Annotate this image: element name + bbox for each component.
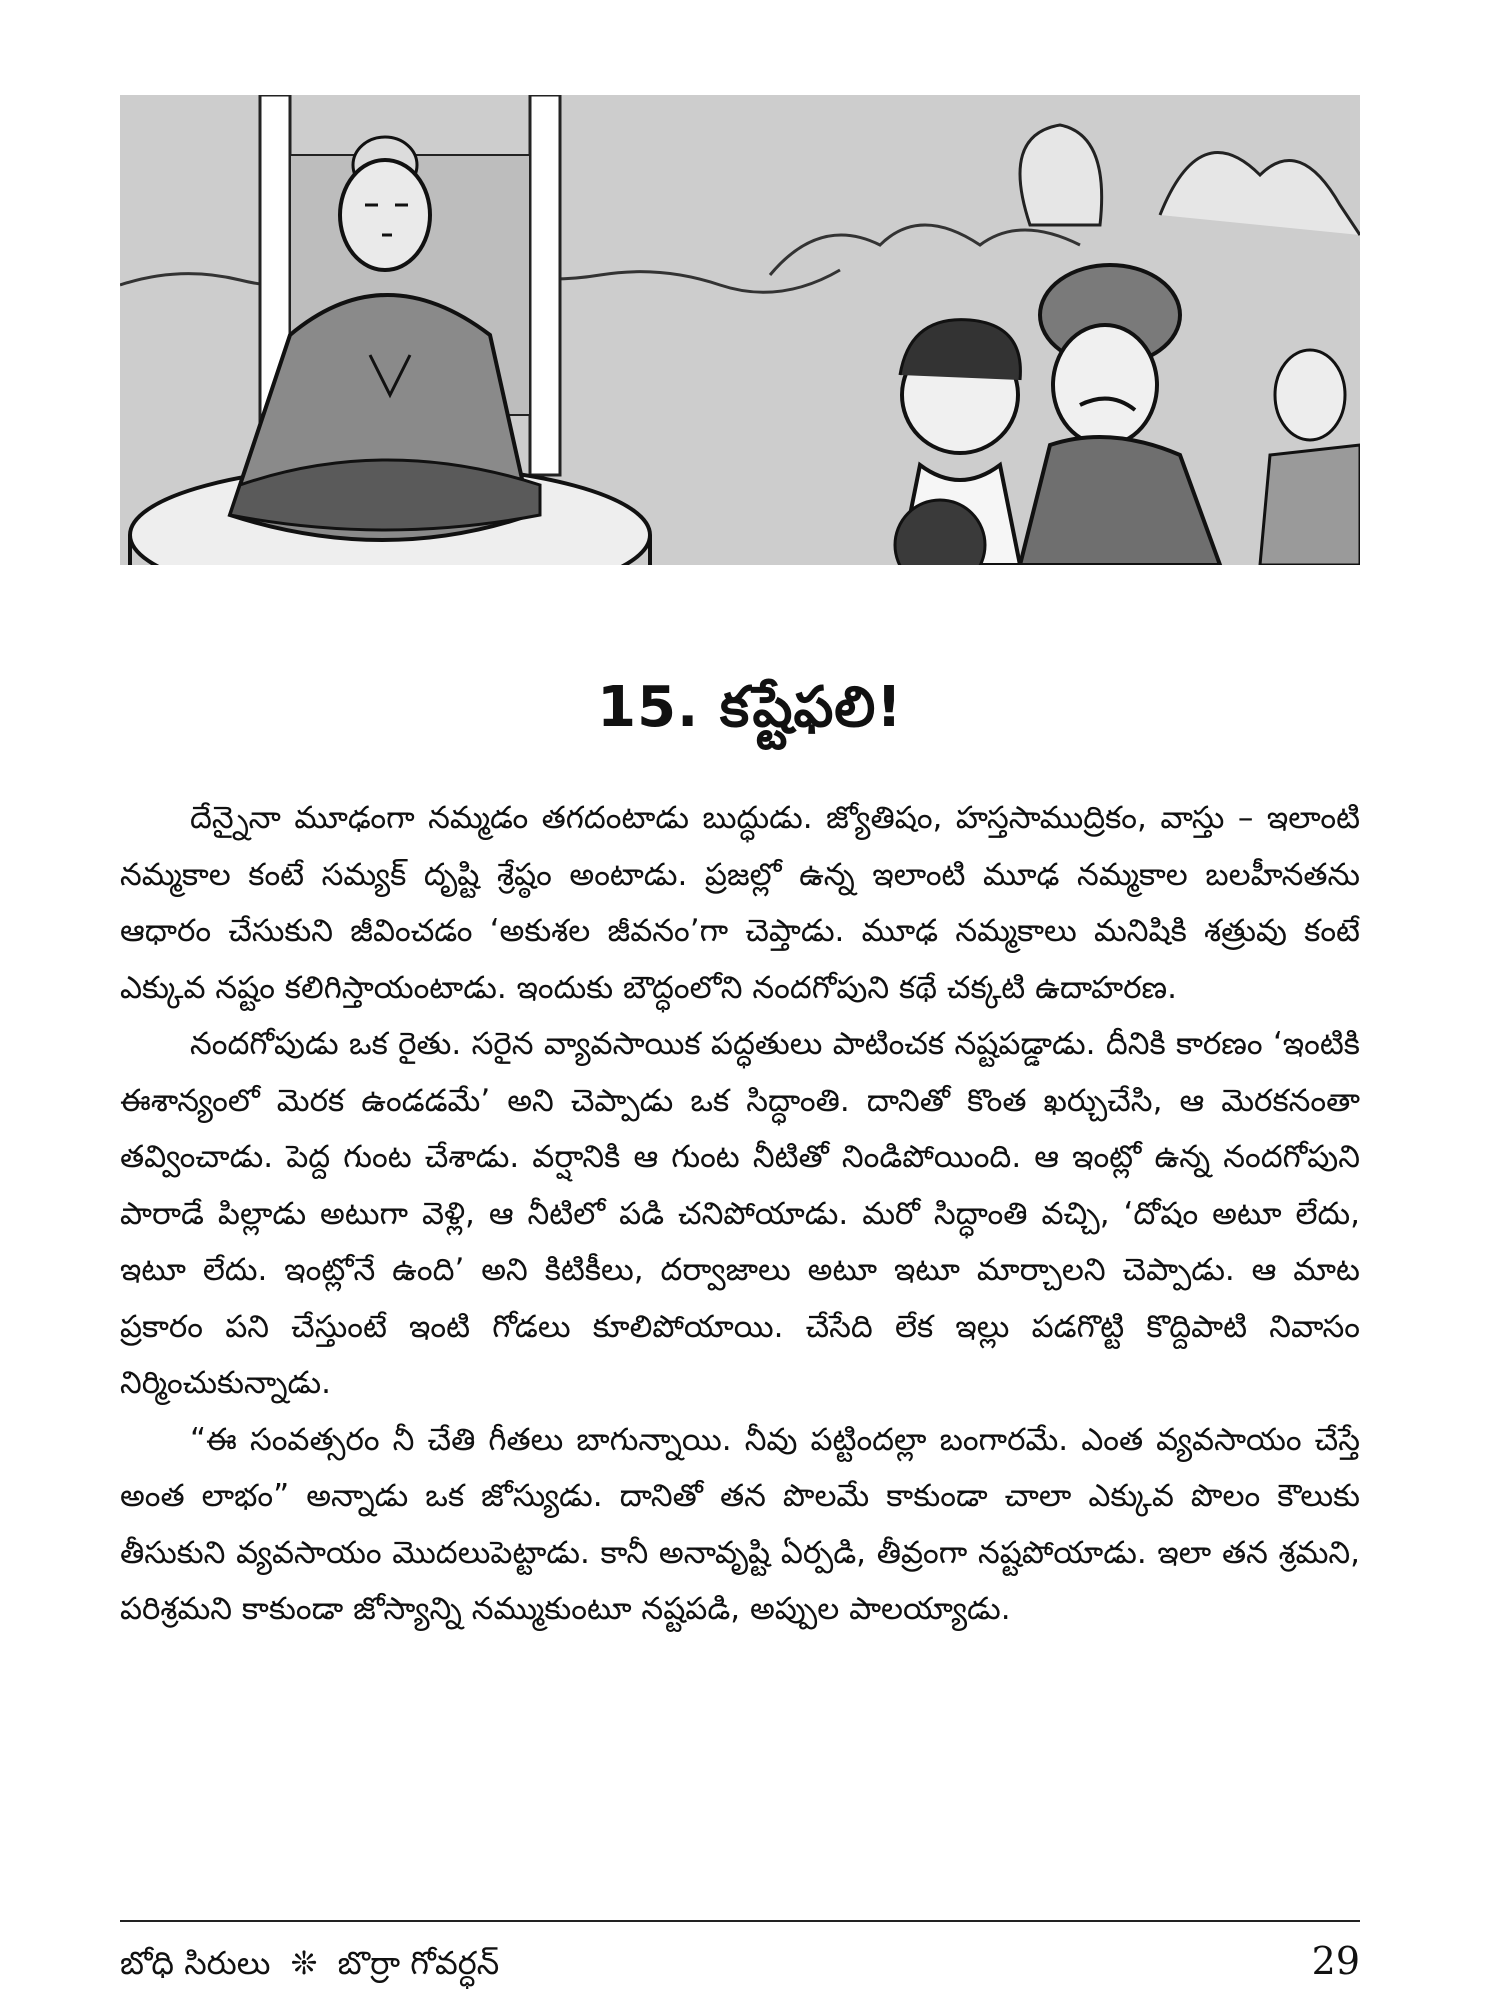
footer-divider: [120, 1920, 1360, 1922]
author-name: బొర్రా గోవర్ధన్: [337, 1944, 500, 1982]
separator-icon: ❊: [290, 1944, 318, 1982]
running-footer: [120, 1938, 499, 1988]
page-number: 29: [1311, 1939, 1360, 1983]
paragraph-1: దేన్నైనా మూఢంగా నమ్మడం తగదంటాడు బుద్ధుడు. జ్యోతిషం, హస్తసాముద్రికం, వాస్తు – ఇలాంటి నమ్మకాల కంటే సమ్యక్ దృష్టి శ్రేష్ఠం అంటాడు. ప్రజల్లో ఉన్న ఇలాంటి మూఢ నమ్మకాల బలహీనతను ఆధారం చేసుకుని జీవించడం ‘అకుశల జీవనం’గా చెప్తాడు. మూఢ నమ్మకాలు మనిషికి శత్రువు కంటే ఎక్కువ నష్టం కలిగిస్తాయంటాడు. ఇందుకు బౌద్ధంలోని నందగోపుని కథే చక్కటి ఉదాహరణ.: [120, 800, 1360, 1006]
chapter-body: [120, 790, 1360, 1638]
chapter-title: 15. కష్టేఫలి!: [597, 675, 903, 740]
paragraph-2: నందగోపుడు ఒక రైతు. సరైన వ్యావసాయిక పద్ధతులు పాటించక నష్టపడ్డాడు. దీనికి కారణం ‘ఇంటికి ఈశాన్యంలో మెరక ఉండడమే’ అని చెప్పాడు ఒక సిద్ధాంతి. దానితో కొంత ఖర్చుచేసి, ఆ మెరకనంతా తవ్వించాడు. పెద్ద గుంట చేశాడు. వర్షానికి ఆ గుంట నీటితో నిండిపోయింది. ఆ ఇంట్లో ఉన్న నందగోపుని పారాడే పిల్లాడు అటుగా వెళ్లి, ఆ నీటిలో పడి చనిపోయాడు. మరో సిద్ధాంతి వచ్చి, ‘దోషం అటూ లేదు, ఇటూ లేదు. ఇంట్లోనే ఉంది’ అని కిటికీలు, దర్వాజాలు అటూ ఇటూ మార్చాలని చెప్పాడు. ఆ మాట ప్రకారం పని చేస్తుంటే ఇంటి గోడలు కూలిపోయాయి. చేసేది లేక ఇల్లు పడగొట్టి కొద్దిపాటి నివాసం నిర్మించుకున్నాడు.: [120, 1026, 1360, 1401]
book-title: బోధి సిరులు: [120, 1944, 271, 1982]
paragraph-3: “ఈ సంవత్సరం నీ చేతి గీతలు బాగున్నాయి. నీవు పట్టిందల్లా బంగారమే. ఎంత వ్యవసాయం చేస్తే అంత లాభం” అన్నాడు ఒక జోస్యుడు. దానితో తన పొలమే కాకుండా చాలా ఎక్కువ పొలం కౌలుకు తీసుకుని వ్యవసాయం మొదలుపెట్టాడు. కానీ అనావృష్టి ఏర్పడి, తీవ్రంగా నష్టపోయాడు. ఇలా తన శ్రమని, పరిశ్రమని కాకుండా జోస్యాన్ని నమ్ముకుంటూ నష్టపడి, అప్పుల పాలయ్యాడు.: [120, 1421, 1360, 1627]
chapter-illustration: [120, 95, 1360, 565]
illustration-icon: [120, 95, 1360, 565]
